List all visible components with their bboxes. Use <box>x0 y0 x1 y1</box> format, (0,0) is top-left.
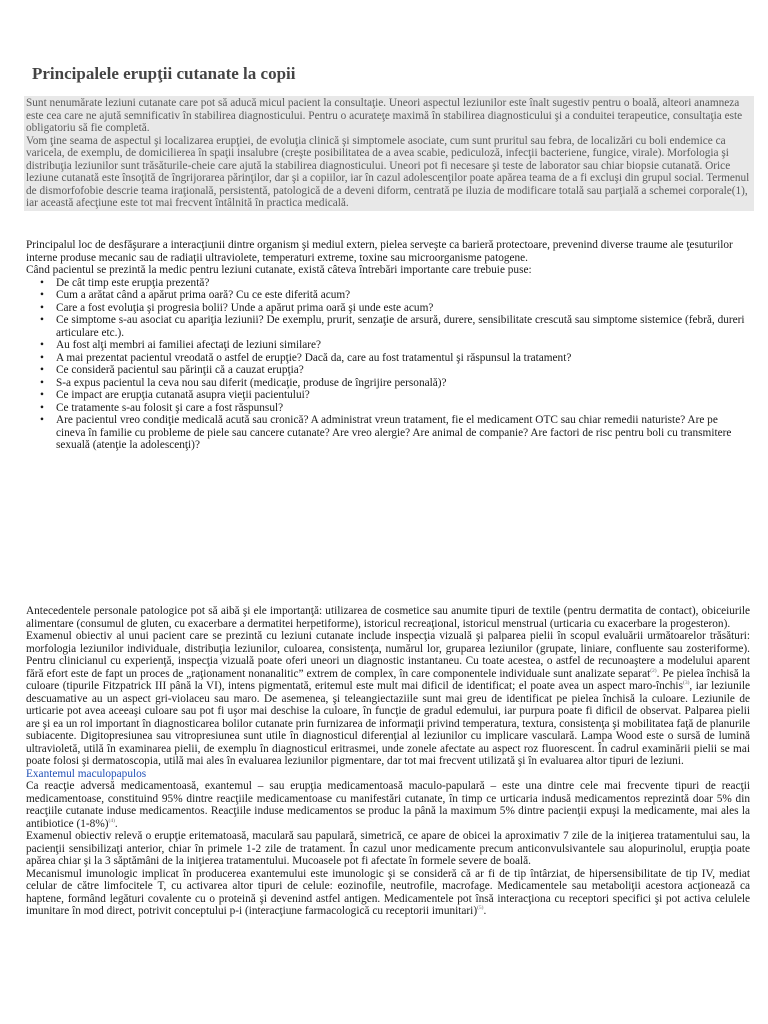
paragraph: Principalul loc de desfăşurare a interacţiunii dintre organism şi mediul extern, pielea serveşte ca barieră protectoare, prevenind diverse traume ale ţesuturilor interne produse mecanic sau de radiaţii ultraviolete, temperaturi extreme, toxine sau microorganisme patogene. <box>26 239 733 264</box>
section-heading-link[interactable]: Exantemul maculopapulos <box>26 767 147 780</box>
intro-highlight-block <box>24 96 754 211</box>
text-run: . Pe pielea închisă la culoare (tipurile Fitzpatrick III până la VI), intens pigmentată, eritemul este mult mai dificil de identificat; el poate avea un aspect maro-închis <box>26 667 750 692</box>
reference-marker: (5) <box>477 905 484 912</box>
reference-marker: (4) <box>108 817 115 824</box>
reference-marker: (3) <box>682 680 690 687</box>
list-item: • Ce impact are erupţia cutanată asupra vieţii pacientului? <box>44 389 750 402</box>
examination-text-block <box>26 605 750 918</box>
text-run: . <box>483 905 487 917</box>
list-item: • A mai prezentat pacientul vreodată o astfel de erupţie? Dacă da, care au fost tratamentul şi răspunsul la tratament? <box>44 352 750 365</box>
list-item: • S-a expus pacientul la ceva nou sau diferit (medicaţie, produse de îngrijire personală)? <box>44 377 750 390</box>
text-run: , iar leziunile descuamative au un aspect gri-violaceu sau maro. De asemenea, şi teleangiectaziile sunt mai greu de identificat pe pielea închisă la culoare. Leziunile de urticarie pot avea aceeaşi culoare sau pot fi uşor mai deschise la culoare, în funcţie de gradul edemului, iar purpura poate fi dificil de observat. Palparea pielii are şi ea un rol important în diagnosticarea bolilor cutanate prin furnizarea de informaţii privind temperatura, textura, consistenţa şi mobilitatea faţă de planurile subiacente. Digitopresiunea sau vitropresiunea sunt utile în diagnosticul diferenţial al leziunilor cu implicare vasculară. Lampa Wood este o sursă de lumină ultravioletă, utilă în examinarea pielii, de exemplu în diagnosticul eritrasmei, unde zonele afectate au aspect roz fluorescent. În cadrul examinării pielii se mai poate folosi şi dermatoscopia, utilă mai ales în evaluarea leziunilor pigmentare, dar tot mai frecvent utilizată şi în evaluarea altor tipuri de leziuni. <box>26 680 751 767</box>
list-item: • Cum a arătat când a apărut prima oară? Cu ce este diferită acum? <box>44 289 750 302</box>
list-item: • Ce tratamente s-au folosit şi care a fost răspunsul? <box>44 402 750 415</box>
page-title: Principalele erupţii cutanate la copii <box>32 64 296 83</box>
list-item: • Care a fost evoluţia şi progresia bolii? Unde a apărut prima oară şi unde este acum? <box>44 302 750 315</box>
list-item: • Ce consideră pacientul sau părinţii că a cauzat erupţia? <box>44 364 750 377</box>
text-run: Examenul obiectiv al unui pacient care se prezintă cu leziuni cutanate include inspecţia vizuală şi palparea pielii în scopul evaluării următoarelor trăsături: morfologia leziunilor individuale, distribuţia leziunilor, culoarea, consistenţa, numărul lor, gruparea leziunilor (grupate, liniare, confluente sau zosteriforme). Pentru clinicianul cu experienţă, inspecţia vizuală poate oferi uneori un diagnostic instantaneu. Cu toate acestea, o astfel de recunoaştere a modelului aparent fără efort este de fapt un proces de „raţionament nonanalitic” extrem de complex, în care componentele individuale sunt analizate separat <box>26 630 750 680</box>
intro-paragraph: Sunt nenumărate leziuni cutanate care pot să aducă micul pacient la consultaţie. Uneori aspectul leziunilor este înalt sugestiv pentru o boală, alteori anamneza este cea care ne ajută semnificativ în stabilirea diagnosticului. Pentru o acurateţe maximă în stabilirea diagnosticului şi a conduitei terapeutice, consultaţia este obligatoriu să fie completă. <box>26 97 743 134</box>
paragraph: Examenul obiectiv relevă o erupţie eritematoasă, maculară sau papulară, simetrică, ce apare de obicei la aproximativ 7 zile de la iniţierea tratamentului sau, la pacienţii sensibilizaţi anterior, chiar în primele 1-2 zile de tratament. În cazul unor medicamente precum anticonvulsivantele sau alopurinolul, erupţia poate apărea chiar şi la 3 săptămâni de la iniţierea tratamentului. Mucoasele pot fi afectate în formele severe de boală. <box>26 830 750 867</box>
list-item: • De cât timp este erupţia prezentă? <box>44 277 750 290</box>
list-item: • Au fost alţi membri ai familiei afectaţi de leziuni similare? <box>44 339 750 352</box>
list-item: • Ce simptome s-au asociat cu apariţia leziunii? De exemplu, prurit, senzaţie de arsură, durere, sensibilitate crescută sau simptome sistemice (febră, dureri articulare etc.). <box>44 314 750 339</box>
main-text-block <box>26 239 750 452</box>
paragraph: Antecedentele personale patologice pot să aibă şi ele importanţă: utilizarea de cosmetice sau anumite tipuri de textile (pentru dermatita de contact), obiceiurile alimentare (consumul de gluten, cu exacerbare a dermatitei herpetiforme), istoricul recreaţional, istoricul menstrual (urticaria cu exacerbare la progesteron). <box>26 605 750 630</box>
paragraph <box>26 868 750 918</box>
paragraph <box>26 630 750 768</box>
reference-marker: (2) <box>650 667 657 674</box>
text-run: Ca reacţie adversă medicamentoasă, exantemul – sau erupţia medicamentoasă maculo-papulară – este una dintre cele mai frecvente tipuri de reacţii medicamentoase, constituind 95% dintre reacţiile medicamentoase cu manifestări cutanate, în timp ce urticaria indusă medicamentos reprezintă doar 5% din reacţiile cutanate induse medicamentos. Reacţiile induse medicamentos se produc la până la maximum 5% dintre pacienţii expuşi la medicamente, mai ales la antibiotice (1-8%) <box>26 780 750 830</box>
text-run: Mecanismul imunologic implicat în producerea exantemului este imunologic şi se consideră că ar fi de tip întârziat, de hipersensibilitate de tip IV, mediat celular de către limfocitele T, cu activarea altor tipuri de celule: eozinofile, neutrofile, macrofage. Medicamentele sau metaboliţii acestora acţionează ca haptene, formând legături covalente cu o proteină şi devenind astfel antigen. Medicamentele pot însă interacţiona cu receptori specifici şi pot activa celulele imunitare în mod direct, potrivit conceptului p-i (interacţiune farmacologică cu receptorii imunitari) <box>26 867 750 917</box>
paragraph: Când pacientul se prezintă la medic pentru leziuni cutanate, există câteva întrebări importante care trebuie puse: <box>26 264 532 276</box>
text-run: . <box>114 817 118 830</box>
questions-list <box>26 277 750 452</box>
paragraph <box>26 780 750 830</box>
list-item: • Are pacientul vreo condiţie medicală acută sau cronică? A administrat vreun tratament, fie el medicament OTC sau chiar remedii naturiste? Are pe cineva în familie cu probleme de piele sau cancere cutanate? Are vreo alergie? Are animal de companie? Are factori de risc pentru boli cu transmitere sexuală (atenţie la adolescenţi)? <box>44 414 750 452</box>
intro-paragraph: Vom ţine seama de aspectul şi localizarea erupţiei, de evoluţia clinică şi simptomele asociate, cum sunt pruritul sau febra, de localizări cu boli endemice ca varicela, de exemplu, de domicilierea în spaţii insalubre (creşte posibilitatea de a avea scabie, pediculoză, infecţii bacteriene, fungice, virale). Morfologia şi distribuţia leziunilor sunt trăsăturile-cheie care ajută la stabilirea diagnosticului. Uneori pot fi necesare şi teste de laborator sau chiar biopsie cutanată. Orice leziune cutanată este însoţită de îngrijorarea părinţilor, dar şi a copiilor, iar în cazul adolescenţilor poate apărea teama de a fi excluşi din grupul social. Termenul de dismorfofobie descrie teama iraţională, persistentă, patologică de a deveni diform, centrată pe iluzia de modificare totală sau parţială a schemei corporale(1), iar această afecţiune este tot mai frecvent întâlnită în practica medicală. <box>26 134 750 209</box>
